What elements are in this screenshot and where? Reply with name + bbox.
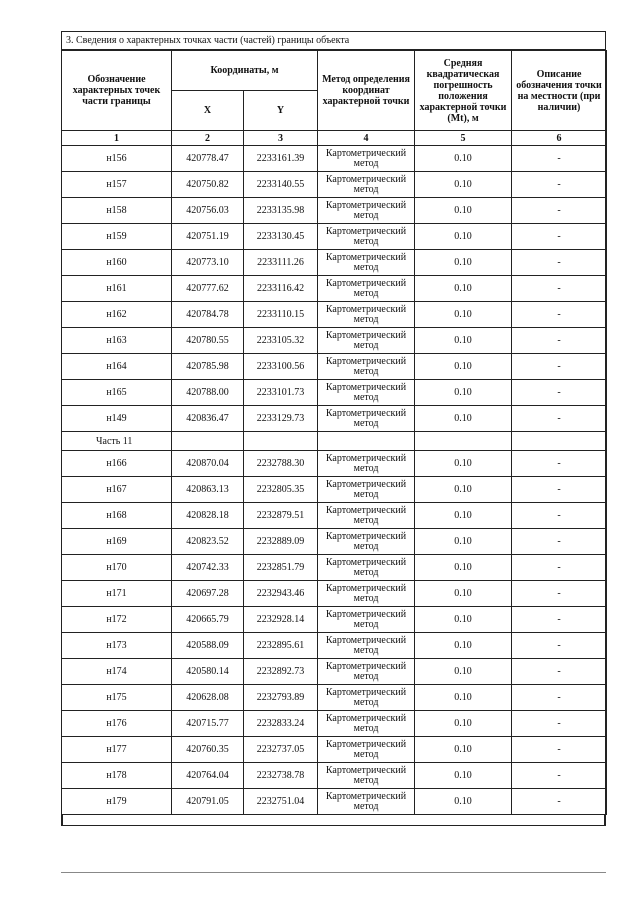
point-id: н175 xyxy=(62,685,172,711)
accuracy: 0.10 xyxy=(415,250,512,276)
description: - xyxy=(512,711,607,737)
accuracy: 0.10 xyxy=(415,302,512,328)
x-coordinate: 420760.35 xyxy=(172,737,244,763)
column-number: 2 xyxy=(172,131,244,146)
x-coordinate: 420697.28 xyxy=(172,581,244,607)
accuracy: 0.10 xyxy=(415,685,512,711)
table-row xyxy=(62,607,607,633)
accuracy: 0.10 xyxy=(415,451,512,477)
table-row xyxy=(62,250,607,276)
method: Картометрический метод xyxy=(318,276,415,302)
x-coordinate: 420756.03 xyxy=(172,198,244,224)
x-coordinate: 420784.78 xyxy=(172,302,244,328)
description: - xyxy=(512,276,607,302)
table-row xyxy=(62,633,607,659)
accuracy: 0.10 xyxy=(415,555,512,581)
method: Картометрический метод xyxy=(318,685,415,711)
point-id: н165 xyxy=(62,380,172,406)
x-coordinate: 420580.14 xyxy=(172,659,244,685)
y-coordinate: 2232895.61 xyxy=(244,633,318,659)
y-coordinate: 2232851.79 xyxy=(244,555,318,581)
method: Картометрический метод xyxy=(318,503,415,529)
method: Картометрический метод xyxy=(318,172,415,198)
x-coordinate: 420780.55 xyxy=(172,328,244,354)
accuracy: 0.10 xyxy=(415,633,512,659)
x-coordinate: 420836.47 xyxy=(172,406,244,432)
y-coordinate: 2233140.55 xyxy=(244,172,318,198)
point-id: н156 xyxy=(62,146,172,172)
table-row xyxy=(62,503,607,529)
table-row xyxy=(62,302,607,328)
accuracy: 0.10 xyxy=(415,276,512,302)
point-id: н176 xyxy=(62,711,172,737)
description: - xyxy=(512,581,607,607)
y-coordinate: 2233100.56 xyxy=(244,354,318,380)
accuracy: 0.10 xyxy=(415,146,512,172)
points-table xyxy=(61,50,607,815)
table-row xyxy=(62,172,607,198)
table-bottom-space xyxy=(62,815,605,826)
table-frame xyxy=(61,31,606,826)
header-designation: Обозначение характерных точек части границы xyxy=(62,51,172,131)
accuracy: 0.10 xyxy=(415,477,512,503)
x-coordinate: 420628.08 xyxy=(172,685,244,711)
description: - xyxy=(512,354,607,380)
header-coordinates: Координаты, м xyxy=(172,51,318,91)
method: Картометрический метод xyxy=(318,555,415,581)
part-label-section xyxy=(62,432,607,451)
document-page xyxy=(61,31,606,826)
table-row xyxy=(62,146,607,172)
table-row xyxy=(62,198,607,224)
y-coordinate: 2233105.32 xyxy=(244,328,318,354)
x-coordinate: 420870.04 xyxy=(172,451,244,477)
accuracy: 0.10 xyxy=(415,328,512,354)
method: Картометрический метод xyxy=(318,711,415,737)
point-id: н179 xyxy=(62,789,172,815)
x-coordinate: 420751.19 xyxy=(172,224,244,250)
table-row xyxy=(62,555,607,581)
x-coordinate: 420823.52 xyxy=(172,529,244,555)
method: Картометрический метод xyxy=(318,763,415,789)
accuracy: 0.10 xyxy=(415,406,512,432)
table-row xyxy=(62,659,607,685)
x-coordinate: 420742.33 xyxy=(172,555,244,581)
point-id: н166 xyxy=(62,451,172,477)
x-coordinate: 420665.79 xyxy=(172,607,244,633)
method: Картометрический метод xyxy=(318,302,415,328)
description: - xyxy=(512,685,607,711)
description: - xyxy=(512,763,607,789)
y-coordinate: 2232737.05 xyxy=(244,737,318,763)
method: Картометрический метод xyxy=(318,328,415,354)
y-coordinate: 2233130.45 xyxy=(244,224,318,250)
description: - xyxy=(512,607,607,633)
table-row xyxy=(62,789,607,815)
accuracy: 0.10 xyxy=(415,380,512,406)
x-coordinate: 420778.47 xyxy=(172,146,244,172)
method: Картометрический метод xyxy=(318,146,415,172)
header-accuracy: Средняя квадратическая погрешность положения характерной точки (Mt), м xyxy=(415,51,512,131)
method: Картометрический метод xyxy=(318,250,415,276)
table-row xyxy=(62,406,607,432)
point-id: н163 xyxy=(62,328,172,354)
table-row xyxy=(62,276,607,302)
x-coordinate: 420788.00 xyxy=(172,380,244,406)
point-id: н174 xyxy=(62,659,172,685)
accuracy: 0.10 xyxy=(415,172,512,198)
description: - xyxy=(512,224,607,250)
table-row xyxy=(62,737,607,763)
method: Картометрический метод xyxy=(318,406,415,432)
point-id: н169 xyxy=(62,529,172,555)
accuracy: 0.10 xyxy=(415,659,512,685)
description: - xyxy=(512,659,607,685)
section-title: 3. Сведения о характерных точках части (частей) границы объекта xyxy=(62,32,605,50)
description: - xyxy=(512,302,607,328)
description: - xyxy=(512,451,607,477)
y-coordinate: 2232793.89 xyxy=(244,685,318,711)
y-coordinate: 2232892.73 xyxy=(244,659,318,685)
column-numbers-row xyxy=(62,131,607,146)
point-id: н158 xyxy=(62,198,172,224)
y-coordinate: 2232788.30 xyxy=(244,451,318,477)
part-label: Часть 11 xyxy=(62,432,172,451)
column-number: 6 xyxy=(512,131,607,146)
point-id: н159 xyxy=(62,224,172,250)
description: - xyxy=(512,633,607,659)
y-coordinate: 2233135.98 xyxy=(244,198,318,224)
table-row xyxy=(62,763,607,789)
description: - xyxy=(512,250,607,276)
point-id: н170 xyxy=(62,555,172,581)
point-id: н149 xyxy=(62,406,172,432)
accuracy: 0.10 xyxy=(415,737,512,763)
method: Картометрический метод xyxy=(318,607,415,633)
point-id: н178 xyxy=(62,763,172,789)
point-id: н162 xyxy=(62,302,172,328)
column-number: 4 xyxy=(318,131,415,146)
y-coordinate: 2233111.26 xyxy=(244,250,318,276)
description: - xyxy=(512,737,607,763)
description: - xyxy=(512,198,607,224)
point-id: н164 xyxy=(62,354,172,380)
y-coordinate: 2232943.46 xyxy=(244,581,318,607)
method: Картометрический метод xyxy=(318,451,415,477)
part1-rows xyxy=(62,146,607,432)
description: - xyxy=(512,380,607,406)
header-y: Y xyxy=(244,91,318,131)
x-coordinate: 420773.10 xyxy=(172,250,244,276)
table-row xyxy=(62,685,607,711)
y-coordinate: 2232805.35 xyxy=(244,477,318,503)
description: - xyxy=(512,146,607,172)
accuracy: 0.10 xyxy=(415,198,512,224)
description: - xyxy=(512,789,607,815)
y-coordinate: 2232751.04 xyxy=(244,789,318,815)
method: Картометрический метод xyxy=(318,737,415,763)
column-number: 5 xyxy=(415,131,512,146)
method: Картометрический метод xyxy=(318,477,415,503)
table-row xyxy=(62,477,607,503)
x-coordinate: 420588.09 xyxy=(172,633,244,659)
point-id: н172 xyxy=(62,607,172,633)
accuracy: 0.10 xyxy=(415,711,512,737)
point-id: н161 xyxy=(62,276,172,302)
x-coordinate: 420863.13 xyxy=(172,477,244,503)
point-id: н160 xyxy=(62,250,172,276)
point-id: н171 xyxy=(62,581,172,607)
accuracy: 0.10 xyxy=(415,354,512,380)
column-number: 1 xyxy=(62,131,172,146)
point-id: н168 xyxy=(62,503,172,529)
accuracy: 0.10 xyxy=(415,789,512,815)
x-coordinate: 420785.98 xyxy=(172,354,244,380)
description: - xyxy=(512,555,607,581)
accuracy: 0.10 xyxy=(415,763,512,789)
table-row xyxy=(62,224,607,250)
table-row xyxy=(62,529,607,555)
description: - xyxy=(512,477,607,503)
method: Картометрический метод xyxy=(318,529,415,555)
accuracy: 0.10 xyxy=(415,224,512,250)
y-coordinate: 2232879.51 xyxy=(244,503,318,529)
x-coordinate: 420828.18 xyxy=(172,503,244,529)
table-row xyxy=(62,711,607,737)
method: Картометрический метод xyxy=(318,224,415,250)
y-coordinate: 2233101.73 xyxy=(244,380,318,406)
description: - xyxy=(512,503,607,529)
method: Картометрический метод xyxy=(318,633,415,659)
method: Картометрический метод xyxy=(318,354,415,380)
header-method: Метод определения координат характерной точки xyxy=(318,51,415,131)
table-row xyxy=(62,581,607,607)
description: - xyxy=(512,172,607,198)
table-row xyxy=(62,354,607,380)
method: Картометрический метод xyxy=(318,198,415,224)
point-id: н167 xyxy=(62,477,172,503)
y-coordinate: 2232889.09 xyxy=(244,529,318,555)
method: Картометрический метод xyxy=(318,380,415,406)
description: - xyxy=(512,328,607,354)
point-id: н177 xyxy=(62,737,172,763)
x-coordinate: 420791.05 xyxy=(172,789,244,815)
accuracy: 0.10 xyxy=(415,607,512,633)
point-id: н157 xyxy=(62,172,172,198)
header-x: X xyxy=(172,91,244,131)
point-id: н173 xyxy=(62,633,172,659)
part2-rows xyxy=(62,451,607,815)
x-coordinate: 420750.82 xyxy=(172,172,244,198)
table-row xyxy=(62,451,607,477)
y-coordinate: 2233129.73 xyxy=(244,406,318,432)
part-label-row xyxy=(62,432,607,451)
y-coordinate: 2232833.24 xyxy=(244,711,318,737)
table-row xyxy=(62,328,607,354)
x-coordinate: 420715.77 xyxy=(172,711,244,737)
column-number: 3 xyxy=(244,131,318,146)
description: - xyxy=(512,406,607,432)
accuracy: 0.10 xyxy=(415,503,512,529)
accuracy: 0.10 xyxy=(415,581,512,607)
method: Картометрический метод xyxy=(318,581,415,607)
y-coordinate: 2232928.14 xyxy=(244,607,318,633)
y-coordinate: 2233116.42 xyxy=(244,276,318,302)
accuracy: 0.10 xyxy=(415,529,512,555)
y-coordinate: 2233110.15 xyxy=(244,302,318,328)
x-coordinate: 420777.62 xyxy=(172,276,244,302)
footer-rule xyxy=(61,872,606,873)
header-description: Описание обозначения точки на местности (при наличии) xyxy=(512,51,607,131)
y-coordinate: 2232738.78 xyxy=(244,763,318,789)
y-coordinate: 2233161.39 xyxy=(244,146,318,172)
table-row xyxy=(62,380,607,406)
method: Картометрический метод xyxy=(318,789,415,815)
description: - xyxy=(512,529,607,555)
method: Картометрический метод xyxy=(318,659,415,685)
x-coordinate: 420764.04 xyxy=(172,763,244,789)
